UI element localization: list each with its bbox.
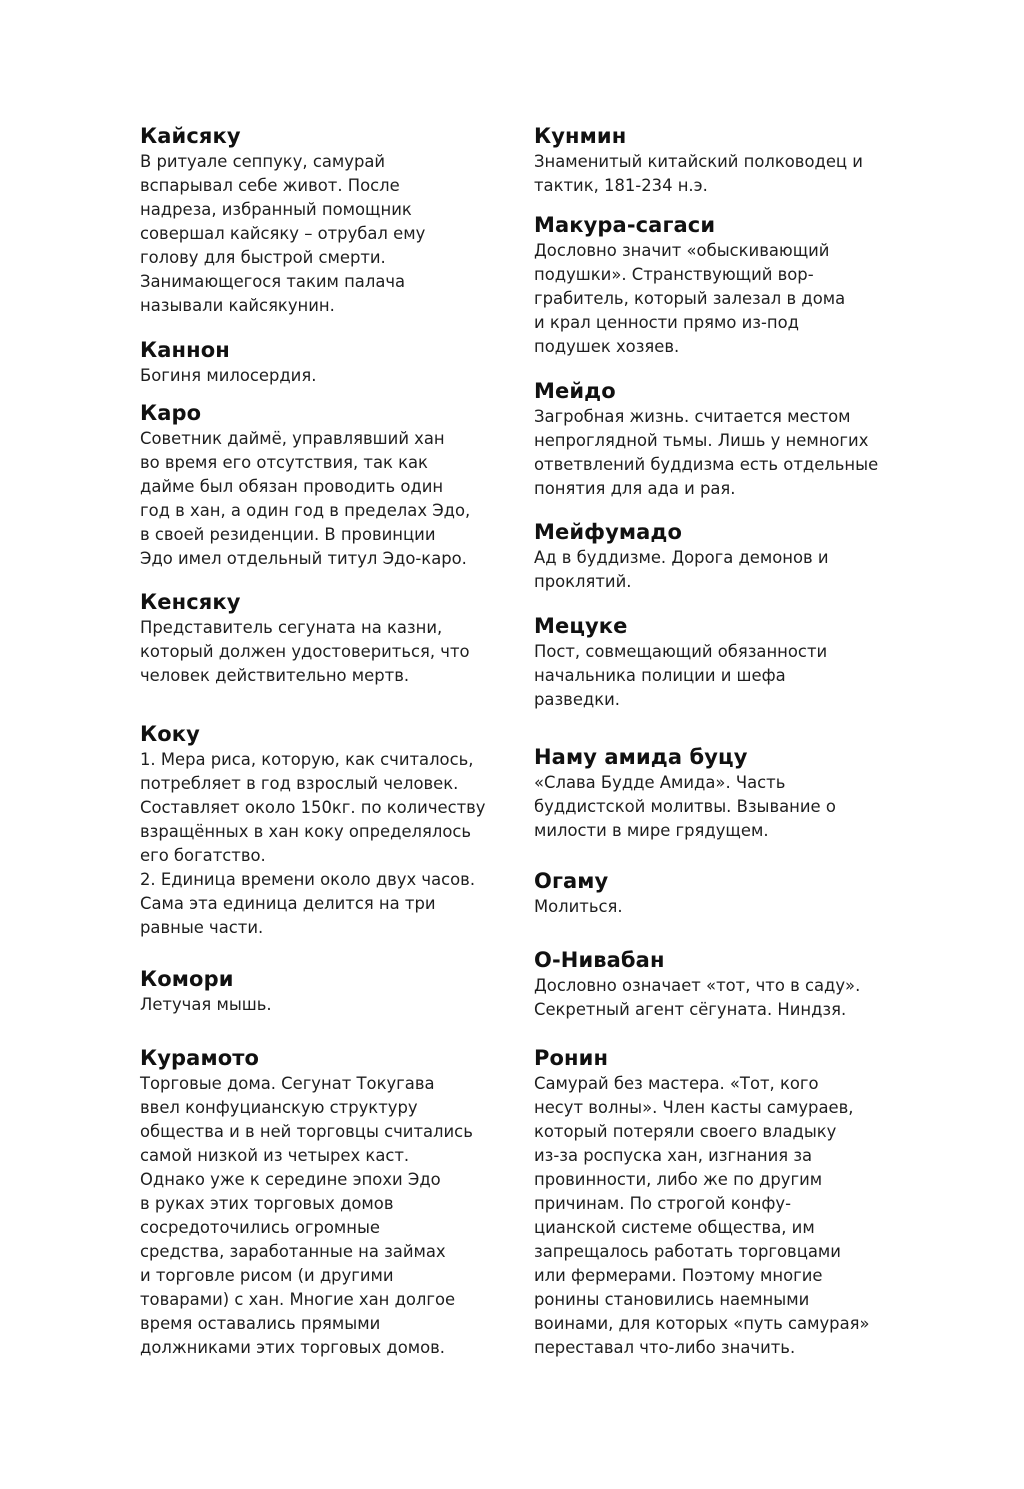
term-title: Огаму [534, 869, 609, 893]
term-title: Мейфумадо [534, 520, 683, 544]
term-definition: Советник даймё, управлявший хан во время его отсутствия, так как дайме был обязан проводить один год в хан, а один год в пределах Эдо, в своей резиденции. В провинции Эдо имел отдельный титул Эдо-каро. [140, 429, 471, 568]
term-definition: Дословно означает «тот, что в саду». Секретный агент сёгуната. Ниндзя. [534, 976, 861, 1019]
term-title: Мейдо [534, 379, 616, 403]
glossary-entry-kunmin [534, 122, 914, 198]
glossary-entry-ronin [534, 1044, 914, 1360]
glossary-entry-namu-amida-butsu [534, 743, 914, 843]
term-definition: Летучая мышь. [140, 995, 272, 1014]
term-definition: Богиня милосердия. [140, 366, 317, 385]
term-title: О-Нивабан [534, 948, 665, 972]
glossary-entry-metsuke [534, 612, 914, 712]
glossary-entry-meifumado [534, 518, 914, 594]
term-title: Каннон [140, 338, 230, 362]
term-title: Кенсяку [140, 590, 241, 614]
term-title: Каро [140, 401, 202, 425]
glossary-entry-komori [140, 965, 515, 1017]
term-definition: Молиться. [534, 897, 623, 916]
glossary-entry-ogamu [534, 867, 914, 919]
term-definition: Самурай без мастера. «Тот, кого несут волны». Член касты самураев, который потеряли своего владыку из-за роспуска хан, изгнания за провинности, либо же по другим причинам. По строгой конфу- цианской системе общества, им запрещалось работать торговцами или фермерами. Поэтому многие ронины становились наемными воинами, для которых «путь самурая» переставал что-либо значить. [534, 1074, 870, 1357]
term-title: Кунмин [534, 124, 627, 148]
term-definition: Знаменитый китайский полководец и тактик, 181-234 н.э. [534, 152, 863, 195]
term-definition: «Слава Будде Амида». Часть буддистской молитвы. Взывание о милости в мире грядущем. [534, 773, 836, 840]
glossary-entry-o-niwaban [534, 946, 914, 1022]
term-title: Макура-сагаси [534, 213, 716, 237]
term-title: Кайсяку [140, 124, 241, 148]
term-title: Ронин [534, 1046, 609, 1070]
glossary-entry-kannon [140, 336, 515, 388]
term-definition: Ад в буддизме. Дорога демонов и проклятий. [534, 548, 829, 591]
term-title: Коку [140, 722, 200, 746]
term-definition: Дословно значит «обыскивающий подушки». Странствующий вор- грабитель, который залезал в дома и крал ценности прямо из-под подушек хозяев. [534, 241, 846, 356]
term-title: Мецуке [534, 614, 628, 638]
glossary-entry-kuramoto [140, 1044, 515, 1360]
glossary-entry-makura-sagasi [534, 211, 914, 359]
term-definition: Торговые дома. Сегунат Токугава ввел конфуцианскую структуру общества и в ней торговцы считались самой низкой из четырех каст. Однако уже к середине эпохи Эдо в руках этих торговых домов сосредоточились огромные средства, заработанные на займах и торговле рисом (и другими товарами) с хан. Многие хан долгое время оставались прямыми должниками этих торговых домов. [140, 1074, 473, 1357]
glossary-entry-kensyaku [140, 588, 515, 688]
term-definition: 1. Мера риса, которую, как считалось, потребляет в год взрослый человек. Составляет около 150кг. по количеству взращённых в хан коку определялось его богатство. 2. Единица времени около двух часов. Сама эта единица делится на три равные части. [140, 750, 486, 937]
glossary-entry-karo [140, 399, 515, 571]
glossary-entry-koku [140, 720, 515, 940]
glossary-entry-kaisyaku [140, 122, 515, 318]
term-title: Наму амида буцу [534, 745, 748, 769]
term-title: Комори [140, 967, 234, 991]
term-title: Курамото [140, 1046, 260, 1070]
glossary-entry-meido [534, 377, 914, 501]
term-definition: Пост, совмещающий обязанности начальника полиции и шефа разведки. [534, 642, 828, 709]
term-definition: В ритуале сеппуку, самурай вспарывал себе живот. После надреза, избранный помощник совершал кайсяку – отрубал ему голову для быстрой смерти. Занимающегося таким палача называли кайсякунин. [140, 152, 426, 315]
term-definition: Загробная жизнь. считается местом непроглядной тьмы. Лишь у немногих ответвлений буддизма есть отдельные понятия для ада и рая. [534, 407, 879, 498]
term-definition: Представитель сегуната на казни, который должен удостовериться, что человек действительно мертв. [140, 618, 470, 685]
